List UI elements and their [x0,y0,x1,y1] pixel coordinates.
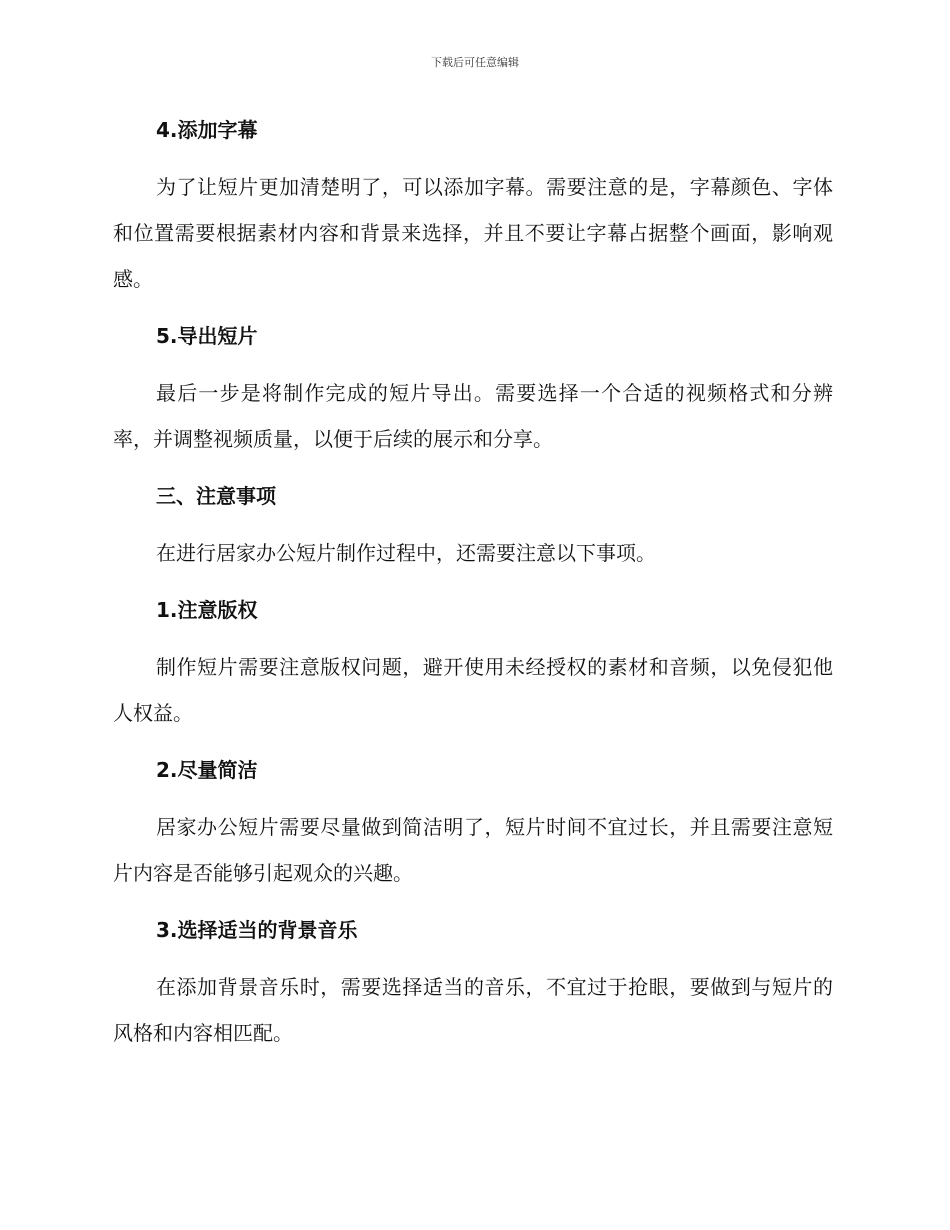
section-paragraph: 为了让短片更加清楚明了，可以添加字幕。需要注意的是，字幕颜色、字体和位置需要根据素材内容和背景来选择，并且不要让字幕占据整个画面，影响观感。 [113,175,833,291]
section-paragraph: 最后一步是将制作完成的短片导出。需要选择一个合适的视频格式和分辨率，并调整视频质量，以便于后续的展示和分享。 [113,381,833,451]
note-heading: 3.选择适当的背景音乐 [156,918,358,942]
section-heading: 4.添加字幕 [156,118,258,142]
note-heading: 1.注意版权 [156,598,258,622]
document-body [113,108,833,1056]
part-intro: 在进行居家办公短片制作过程中，还需要注意以下事项。 [156,541,656,565]
note-paragraph: 在添加背景音乐时，需要选择适当的音乐，不宜过于抢眼，要做到与短片的风格和内容相匹配。 [113,975,833,1045]
part-heading: 三、注意事项 [156,484,276,508]
section-heading: 5.导出短片 [156,324,258,348]
note-paragraph: 制作短片需要注意版权问题，避开使用未经授权的素材和音频，以免侵犯他人权益。 [113,655,833,725]
note-heading: 2.尽量简洁 [156,758,258,782]
note-paragraph: 居家办公短片需要尽量做到简洁明了，短片时间不宜过长，并且需要注意短片内容是否能够引起观众的兴趣。 [113,815,833,885]
header-note: 下载后可任意编辑 [431,56,519,69]
